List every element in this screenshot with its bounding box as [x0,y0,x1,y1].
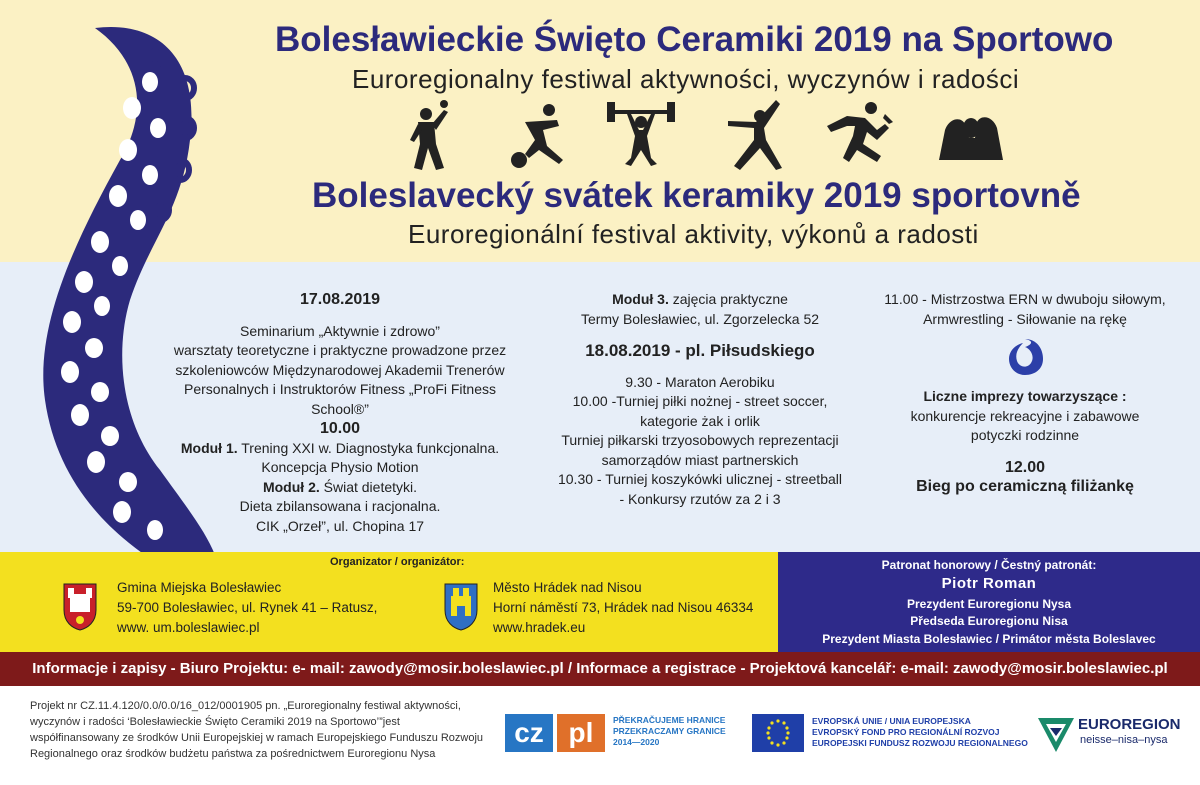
organizer-hradek [493,578,753,638]
venue: CIK „Orzeł”, ul. Chopina 17 [255,517,425,534]
module-3 [530,290,870,310]
organizer-web-link[interactable]: www. um.boleslawiec.pl [117,620,260,635]
eu-flag-icon [752,714,804,752]
events-line: konkurencje rekreacyjne i zabawowe [910,407,1140,424]
organizer-name: Město Hrádek nad Nisou [493,580,642,595]
patron-name: Piotr Roman [941,575,1037,592]
euroregion-logo-icon [1036,714,1076,754]
organizer-web-link[interactable]: www.hradek.eu [493,620,586,635]
module-3-label: Moduł 3. [612,291,669,307]
running-icon [825,100,897,172]
event-line: 10.00 -Turniej piłki nożnej - street soccer, [572,393,828,409]
czpl-line: PRZEKRACZAMY GRANICE [613,726,726,736]
event-line: - Konkursy rzutów za 2 i 3 [619,490,781,507]
czpl-logo-pl: pl [557,714,605,752]
patron-role-2-label: Předseda [910,614,965,628]
title-czech: Boleslavecký svátek keramiky 2019 sportovně [312,176,1081,215]
eu-line: EVROPSKÝ FOND PRO REGIONÁLNÍ ROZVOJ [812,727,1000,737]
patron-role-3: Prezydent Miasta Bolesławiec / Primátor města Boleslavec [822,632,1156,646]
weightlifting-icon [605,100,677,172]
organizer-boleslawiec [117,578,377,638]
czpl-line: 2014—2020 [613,737,660,747]
event-line: Armwrestling - Siłowanie na rękę [923,310,1127,327]
patron-label: Patronat honorowy / Čestný patronát: [881,558,1097,572]
module-2-text: Świat dietetyki. [319,478,418,495]
aerobics-icon [720,100,792,172]
patron-role-1-label: Prezydent [906,597,965,611]
module-2-label: Moduł 2. [262,478,320,495]
armwrestling-icon [935,100,1007,172]
organizer-address: Horní náměstí 73, Hrádek nad Nisou 46334 [493,600,754,615]
events-title: Liczne imprezy towarzyszące : [923,388,1127,404]
football-icon [505,100,577,172]
eu-line: EUROPEJSKI FUNDUSZ ROZWOJU REGIONALNEGO [812,738,1028,748]
event-line: 9.30 - Maraton Aerobiku [625,373,775,390]
eu-text [812,716,1028,749]
event-line: samorządów miast partnerskich [601,451,799,468]
subtitle-czech: Euroregionální festival aktivity, výkonů a radosti [408,219,979,249]
program-column-day2 [530,290,870,509]
sport-icons-row [400,100,1010,172]
czpl-logo-text [613,715,726,748]
program-column-day2-continued [860,290,1190,497]
seminar-line: Personalnych i Instruktorów Fitness „ProFi Fitness [184,381,496,397]
organizers-label: Organizator / organizátor: [330,556,465,568]
patron-role-2 [778,614,1200,628]
title-polish: Bolesławieckie Święto Ceramiki 2019 na Sportowo [275,20,1114,59]
subtitle-polish: Euroregionalny festiwal aktywności, wyczynów i radości [352,64,1020,94]
boleslawiec-crest-icon [62,580,98,632]
module-1-label: Moduł 1. [180,439,238,456]
program-column-day1 [170,290,510,536]
date-day2: 18.08.2019 - pl. Piłsudskiego [585,341,815,360]
module-1-detail: Koncepcja Physio Motion [261,459,419,475]
hradek-crest-icon [443,580,479,632]
euroregion-subtitle: neisse–nisa–nysa [1080,734,1168,746]
seminar-line: szkoleniowców Międzynarodowej Akademii Trenerów [175,361,505,378]
module-2-detail: Dieta zbilansowana i racjonalna. [239,498,441,514]
organizer-name: Gmina Miejska Bolesławiec [117,580,282,595]
date-day1: 17.08.2019 [299,291,381,308]
event-line: 10.30 - Turniej koszykówki ulicznej - streetball [557,471,842,487]
eu-line: EVROPSKÁ UNIE / UNIA EUROPEJSKA [812,716,971,726]
patron-role-1 [778,597,1200,611]
module-3-venue: Termy Bolesławiec, ul. Zgorzelecka 52 [580,310,820,327]
event-line: Turniej piłkarski trzyosobowych reprezentacji [561,432,839,448]
seminar-title: Seminarium „Aktywnie i zdrowo” [240,322,440,339]
info-contact-text: Informacje i zapisy - Biuro Projektu: e- mail: zawody@mosir.boleslawiec.pl / Informace a registrace - Projektová kancelář: e-mail: zawody@mosir.boleslawiec.pl [32,660,1168,677]
module-1 [170,439,510,459]
patron-role-1-text: Euroregionu Nysa [964,597,1072,611]
swirl-icon [1005,337,1045,377]
event-line: 11.00 - Mistrzostwa ERN w dwuboju siłowym, [884,291,1166,307]
module-3-text: zajęcia praktyczne [668,291,788,307]
czpl-line: PŘEKRAČUJEME HRANICE [613,715,726,725]
seminar-line: School®” [311,400,369,417]
time-day1: 10.00 [319,420,361,437]
basketball-icon [400,100,472,172]
events-line: potyczki rodzinne [970,427,1080,443]
euroregion-name: EUROREGION [1078,716,1181,733]
race-title: Bieg po ceramiczną filiżankę [916,478,1134,495]
time-race: 12.00 [1004,458,1046,476]
event-line: kategorie żak i orlik [640,412,760,429]
organizer-address: 59-700 Bolesławiec, ul. Rynek 41 – Ratusz, [117,600,378,615]
module-1-text: Trening XXI w. Diagnostyka funkcjonalna. [237,439,500,456]
patron-role-2-text: Euroregionu Nisa [964,614,1068,628]
czpl-logo-cz: cz [505,714,553,752]
project-description: Projekt nr CZ.11.4.120/0.0/0.0/16_012/0001905 pn. „Euroregionalny festiwal aktywności, wyczynów i radości ‘Bolesławieckie Święto Ceramiki 2019 na Sportowo’”jest współfinansowany ze środków Unii Europejskiej w ramach Europejskiego Funduszu Rozwoju Regionalnego oraz środków budżetu państwa za pośrednictwem Euroregionu Nysa [30,700,484,760]
module-2 [170,478,510,498]
seminar-line: warsztaty teoretyczne i praktyczne prowadzone przez [173,342,507,358]
